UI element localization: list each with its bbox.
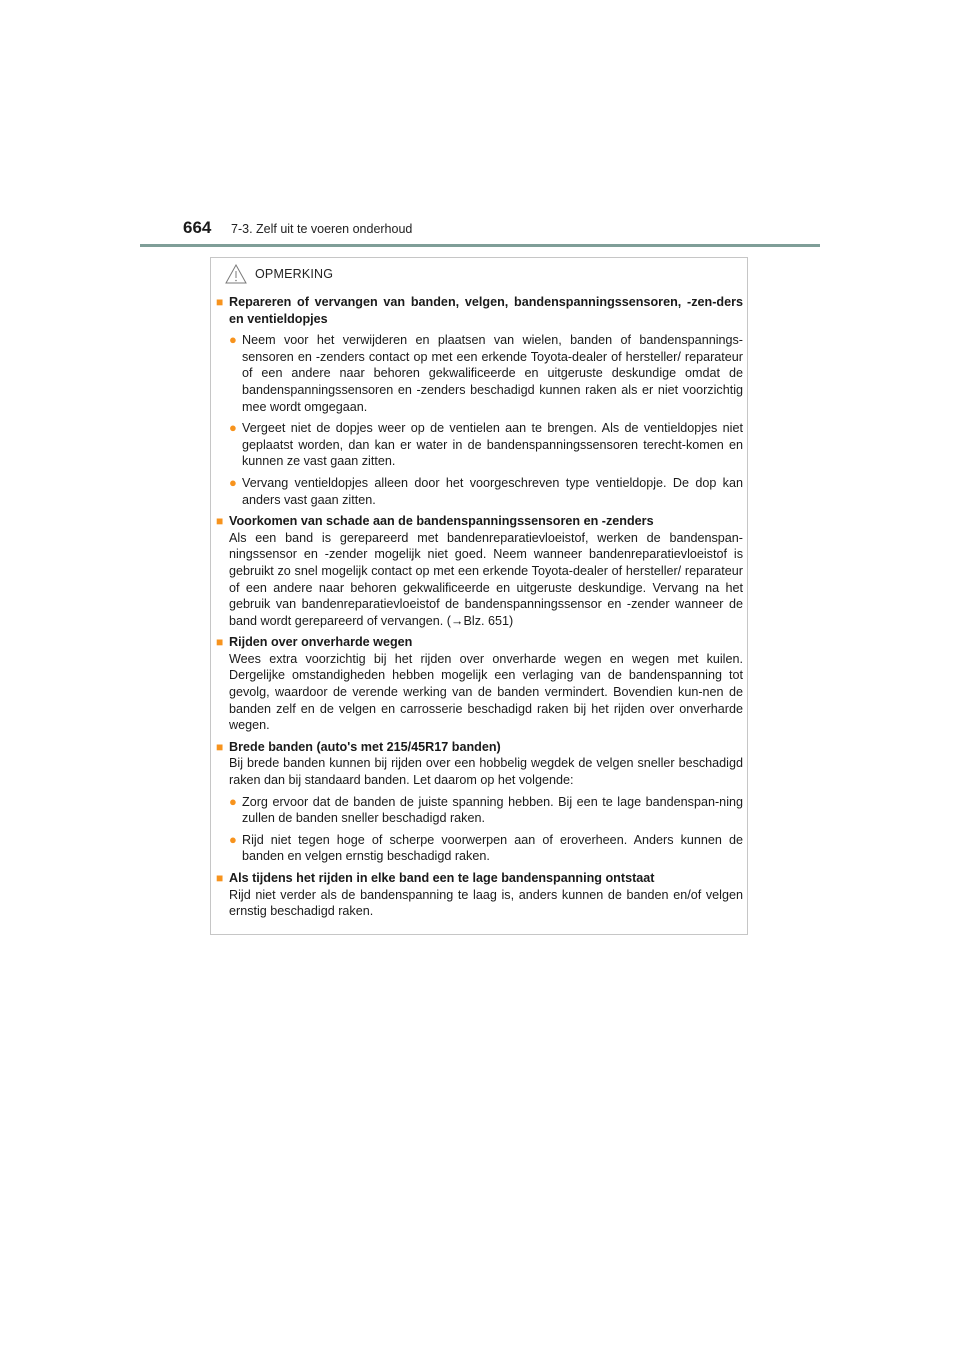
list-item <box>229 832 743 865</box>
topic-title: Rijden over onverharde wegen <box>229 635 413 650</box>
topic-heading <box>216 634 743 651</box>
list-item-text: Vervang ventieldopjes alleen door het voorgeschreven type ventieldopje. De dop kan anders vast gaan zitten. <box>242 475 743 507</box>
topic-paragraph: Wees extra voorzichtig bij het rijden over onverharde wegen en wegen met kuilen. Dergelijke omstandigheden hebben mogelijk een verlaging van de bandenspanning tot gevolg, waardoor de verende werking van de banden vermindert. Bovendien kun-nen de banden zelf en de velgen en carrosserie beschadigd raken bij het rijden over onverharde wegen. <box>229 651 743 733</box>
section-title: 7-3. Zelf uit te voeren onderhoud <box>231 222 413 236</box>
dot-bullet-icon: ● <box>229 420 237 436</box>
topic-heading <box>216 513 743 530</box>
topic-title: Voorkomen van schade aan de bandenspanningssensoren en -zenders <box>229 514 654 529</box>
note-content <box>216 294 743 920</box>
dot-bullet-icon: ● <box>229 474 237 490</box>
list-item-text: Rijd niet tegen hoge of scherpe voorwerpen aan of eroverheen. Anders kunnen de banden en velgen ernstig beschadigd raken. <box>242 832 743 864</box>
page-header <box>183 218 823 244</box>
topic-heading <box>216 294 743 327</box>
dot-bullet-icon: ● <box>229 332 237 348</box>
list-item-text: Vergeet niet de dopjes weer op de ventielen aan te brengen. Als de ventieldopjes niet geplaatst worden, dan kan er water in de bandenspanningssensoren terecht-komen en kunnen ze vast gaan zitten. <box>242 421 743 469</box>
topic-title: Als tijdens het rijden in elke band een te lage bandenspanning ontstaat <box>229 871 655 885</box>
dot-bullet-icon: ● <box>229 831 237 847</box>
dot-bullet-icon: ● <box>229 793 237 809</box>
warning-triangle-icon <box>225 264 247 284</box>
note-title: OPMERKING <box>255 267 334 281</box>
topic-title: Brede banden (auto's met 215/45R17 banden) <box>229 739 501 754</box>
page-number: 664 <box>183 218 212 237</box>
header-rule <box>140 244 820 247</box>
square-bullet-icon: ■ <box>216 514 224 529</box>
list-item <box>229 420 743 470</box>
square-bullet-icon: ■ <box>216 635 224 650</box>
topic-title: Repareren of vervangen van banden, velgen, bandenspanningssensoren, -zen-ders en ventieldopjes <box>229 295 743 326</box>
square-bullet-icon: ■ <box>216 739 224 754</box>
list-item <box>229 475 743 508</box>
topic-heading <box>216 739 743 756</box>
note-header <box>225 261 333 287</box>
note-box <box>210 257 748 935</box>
list-item-text: Zorg ervoor dat de banden de juiste spanning hebben. Bij een te lage bandenspan-ning zullen de banden sneller beschadigd raken. <box>242 794 743 826</box>
square-bullet-icon: ■ <box>216 871 224 885</box>
topic-paragraph: Als een band is gerepareerd met bandenreparatievloeistof, werken de bandenspan-ningssensor en -zender mogelijk niet goed. Neem wanneer bandenreparatievloeistof is gebruikt zo snel mogelijk contact op met een erkende Toyota-dealer of hersteller/ reparateur of een andere naar behoren gekwalificeerde en uitgeruste deskundige. Vervang na het gebruik van bandenreparatievloeistof de bandenspanningssensor en -zender wanneer de band wordt gerepareerd of vervangen. (→Blz. 651) <box>229 530 743 628</box>
topic-paragraph: Rijd niet verder als de bandenspanning te laag is, anders kunnen de banden en/of velgen ernstig beschadigd raken. <box>229 887 743 919</box>
topic-paragraph: Bij brede banden kunnen bij rijden over een hobbelig wegdek de velgen sneller beschadigd raken dan bij standaard banden. Let daarom op het volgende: <box>229 756 743 788</box>
list-item <box>229 794 743 827</box>
square-bullet-icon: ■ <box>216 295 224 309</box>
list-item <box>229 332 743 415</box>
topic-heading <box>216 870 743 887</box>
list-item-text: Neem voor het verwijderen en plaatsen van wielen, banden of bandenspannings-sensoren en -zenders contact op met een erkende Toyota-dealer of hersteller/ reparateur of een andere naar behoren gekwalificeerde en uitgeruste deskundige omdat de bandenspanningssensoren en -zenders beschadigd kunnen raken als er niet voorzichtig mee wordt omgegaan. <box>242 333 743 414</box>
